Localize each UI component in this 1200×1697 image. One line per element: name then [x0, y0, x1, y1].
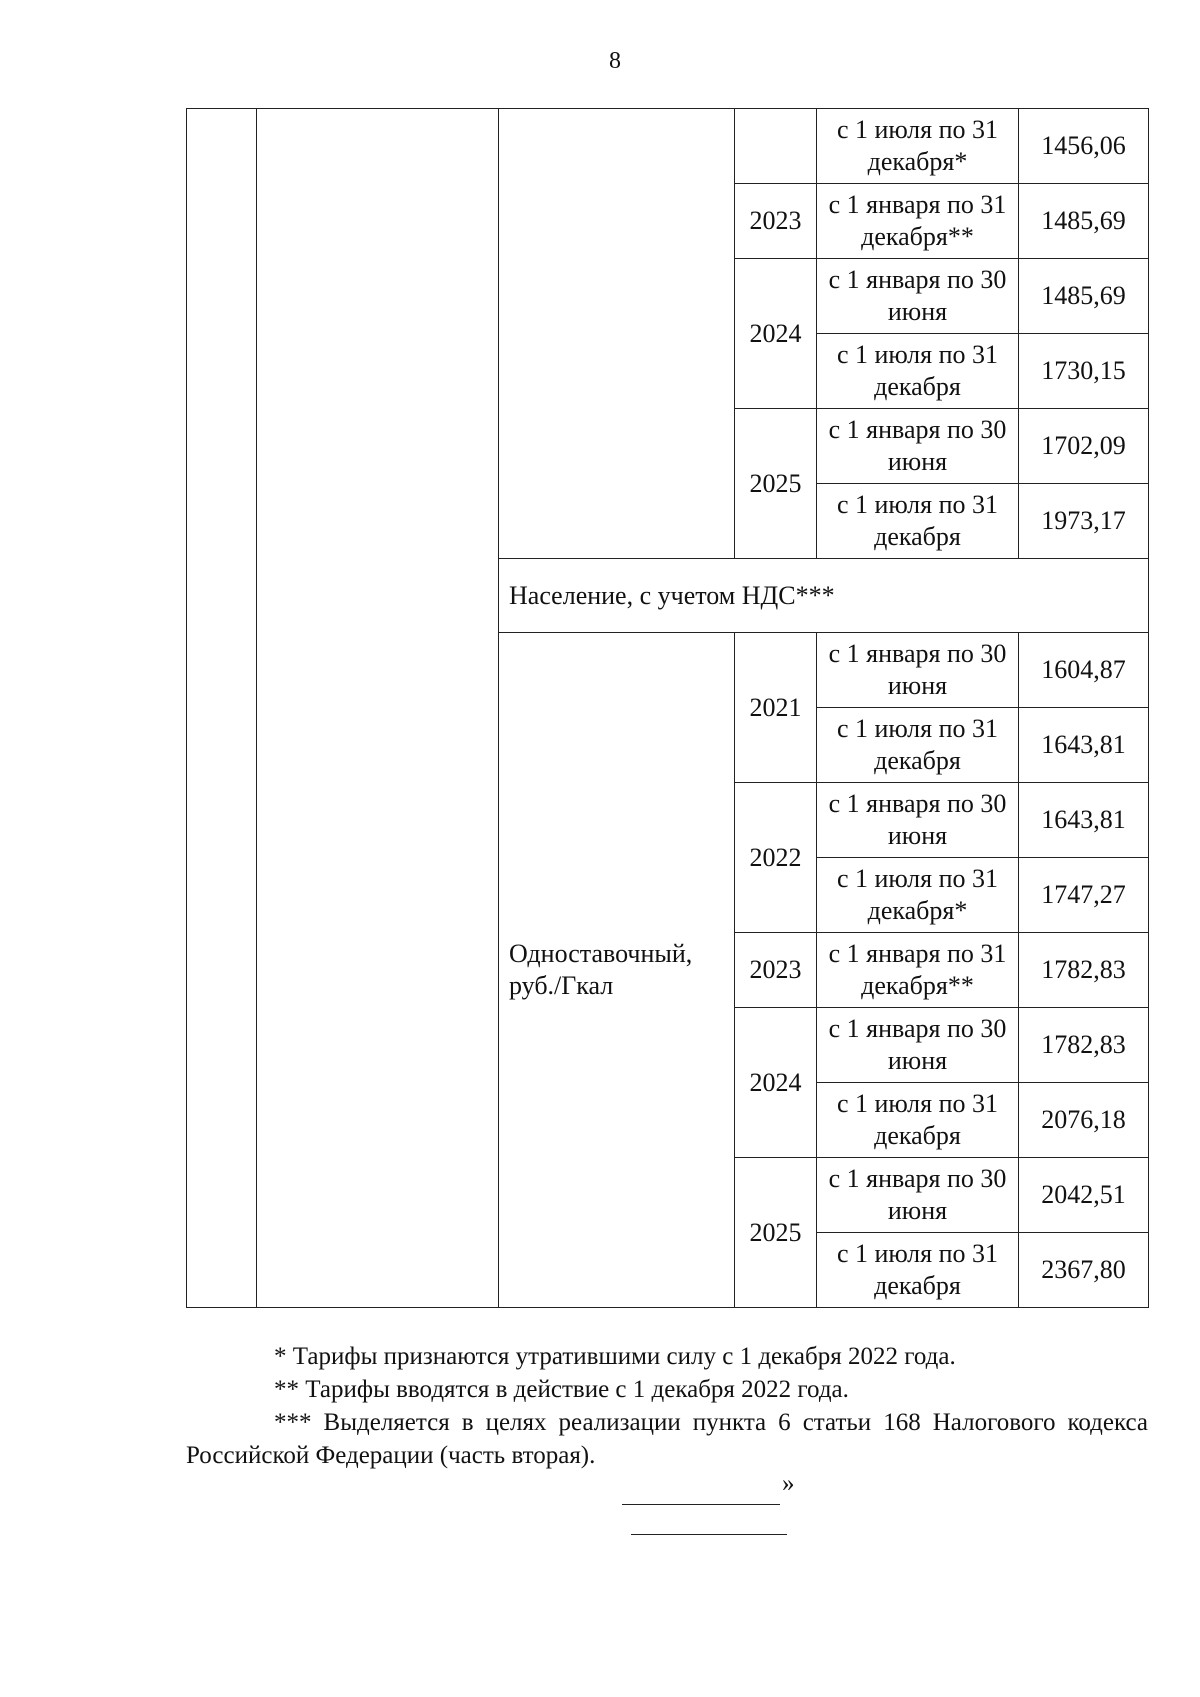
footnote-1: * Тарифы признаются утратившими силу с 1 декабря 2022 года.	[274, 1343, 956, 1370]
tariff-type-cell	[499, 109, 735, 559]
tariff-value: 2042,51	[1019, 1158, 1149, 1233]
period-cell: с 1 июля по 31 декабря	[817, 1083, 1019, 1158]
year-cell: 2023	[735, 933, 817, 1008]
tariff-value: 1456,06	[1019, 109, 1149, 184]
year-cell: 2023	[735, 184, 817, 259]
tariff-table	[186, 108, 1149, 1308]
period-cell: с 1 января по 30 июня	[817, 783, 1019, 858]
end-divider	[631, 1534, 787, 1535]
period-cell: с 1 января по 30 июня	[817, 409, 1019, 484]
year-cell: 2025	[735, 1158, 817, 1308]
footnote-2: ** Тарифы вводятся в действие с 1 декабря 2022 года.	[274, 1376, 849, 1403]
closing-line	[622, 1474, 780, 1505]
year-cell: 2025	[735, 409, 817, 559]
period-cell: с 1 июля по 31 декабря	[817, 1233, 1019, 1308]
organization-cell	[257, 109, 499, 1308]
tariff-value: 1973,17	[1019, 484, 1149, 559]
tariff-value: 2076,18	[1019, 1083, 1149, 1158]
tariff-value: 1747,27	[1019, 858, 1149, 933]
period-cell: с 1 января по 30 июня	[817, 633, 1019, 708]
tariff-value: 2367,80	[1019, 1233, 1149, 1308]
year-cell: 2022	[735, 783, 817, 933]
period-cell: с 1 июля по 31 декабря	[817, 708, 1019, 783]
table-row	[187, 109, 1149, 184]
tariff-value: 1782,83	[1019, 933, 1149, 1008]
period-cell: с 1 июля по 31 декабря	[817, 484, 1019, 559]
footnote-3: *** Выделяется в целях реализации пункта 6 статьи 168 Налогового кодекса Российской Федерации (часть вторая).	[186, 1409, 1148, 1469]
period-cell: с 1 июля по 31 декабря*	[817, 109, 1019, 184]
tariff-value: 1782,83	[1019, 1008, 1149, 1083]
year-cell	[735, 109, 817, 184]
period-cell: с 1 июля по 31 декабря	[817, 334, 1019, 409]
period-cell: с 1 января по 30 июня	[817, 259, 1019, 334]
tariff-value: 1643,81	[1019, 708, 1149, 783]
tariff-type-cell: Одноставочный, руб./Гкал	[499, 633, 735, 1308]
period-cell: с 1 января по 30 июня	[817, 1158, 1019, 1233]
year-cell: 2021	[735, 633, 817, 783]
period-cell: с 1 января по 31 декабря**	[817, 933, 1019, 1008]
number-cell	[187, 109, 257, 1308]
tariff-value: 1702,09	[1019, 409, 1149, 484]
page-number: 8	[609, 48, 621, 74]
tariff-value: 1485,69	[1019, 184, 1149, 259]
period-cell: с 1 января по 31 декабря**	[817, 184, 1019, 259]
period-cell: с 1 июля по 31 декабря*	[817, 858, 1019, 933]
tariff-value: 1485,69	[1019, 259, 1149, 334]
period-cell: с 1 января по 30 июня	[817, 1008, 1019, 1083]
year-cell: 2024	[735, 1008, 817, 1158]
tariff-value: 1604,87	[1019, 633, 1149, 708]
footnotes	[186, 1340, 1148, 1472]
tariff-value: 1730,15	[1019, 334, 1149, 409]
tariff-value: 1643,81	[1019, 783, 1149, 858]
year-cell: 2024	[735, 259, 817, 409]
closing-quote: »	[782, 1470, 795, 1497]
section-header: Население, с учетом НДС***	[499, 559, 1149, 633]
